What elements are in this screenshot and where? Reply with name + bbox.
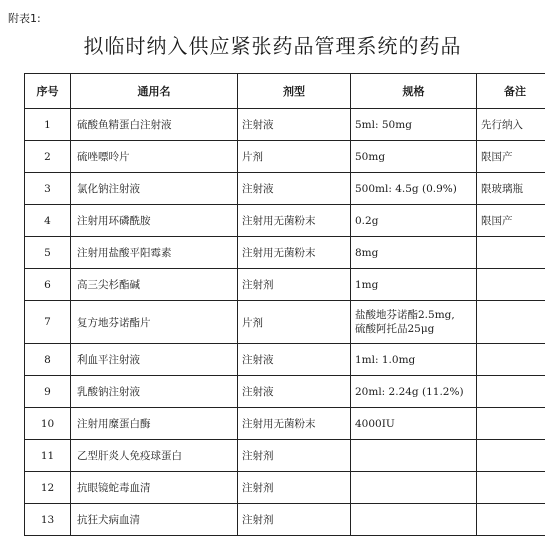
table-row [25,472,545,504]
cell-form: 注射剂 [238,440,351,472]
cell-no: 10 [25,408,71,440]
document-title: 拟临时纳入供应紧张药品管理系统的药品 [83,34,462,58]
cell-form: 注射剂 [238,504,351,536]
cell-name: 乳酸钠注射液 [71,376,238,408]
table-row [25,269,545,301]
cell-note [477,504,545,536]
cell-form: 片剂 [238,141,351,173]
cell-no: 2 [25,141,71,173]
cell-name: 抗眼镜蛇毒血清 [71,472,238,504]
cell-note: 先行纳入 [477,109,545,141]
cell-form: 注射液 [238,173,351,205]
cell-form: 注射用无菌粉末 [238,205,351,237]
spec-line: 1mg [355,278,379,291]
cell-note [477,440,545,472]
cell-name: 注射用糜蛋白酶 [71,408,238,440]
cell-form: 片剂 [238,301,351,344]
header-note: 备注 [477,74,545,109]
table-row [25,141,545,173]
cell-form: 注射剂 [238,472,351,504]
cell-spec [351,440,477,472]
cell-name: 硫唑嘌呤片 [71,141,238,173]
cell-note [477,408,545,440]
cell-no: 1 [25,109,71,141]
spec-line: 50mg [355,150,386,163]
cell-spec [351,408,477,440]
cell-name: 乙型肝炎人免疫球蛋白 [71,440,238,472]
table-row [25,205,545,237]
cell-form: 注射用无菌粉末 [238,408,351,440]
cell-no: 9 [25,376,71,408]
cell-spec [351,376,477,408]
spec-line: 0.2g [355,214,379,227]
cell-note [477,237,545,269]
spec-line: 500ml: 4.5g (0.9%) [355,182,457,195]
cell-no: 11 [25,440,71,472]
cell-no: 5 [25,237,71,269]
cell-name: 抗狂犬病血清 [71,504,238,536]
cell-spec [351,344,477,376]
drug-table [24,73,545,536]
cell-note [477,301,545,344]
spec-line: 5ml: 50mg [355,118,412,131]
cell-note [477,269,545,301]
table-row [25,504,545,536]
header-name: 通用名 [71,74,238,109]
cell-name: 氯化钠注射液 [71,173,238,205]
cell-spec [351,472,477,504]
cell-spec [351,109,477,141]
cell-form: 注射液 [238,109,351,141]
cell-no: 6 [25,269,71,301]
spec-line: 1ml: 1.0mg [355,353,416,366]
cell-spec [351,205,477,237]
table-row [25,237,545,269]
cell-name: 注射用环磷酰胺 [71,205,238,237]
table-row [25,376,545,408]
cell-no: 3 [25,173,71,205]
cell-no: 8 [25,344,71,376]
spec-line: 4000IU [355,417,395,430]
table-row [25,301,545,344]
cell-spec [351,141,477,173]
header-no: 序号 [25,74,71,109]
table-row [25,344,545,376]
table-row [25,109,545,141]
cell-note [477,472,545,504]
cell-spec [351,301,477,344]
cell-form: 注射剂 [238,269,351,301]
cell-name: 复方地芬诺酯片 [71,301,238,344]
header-form: 剂型 [238,74,351,109]
spec-line: 盐酸地芬诺酯2.5mg, [355,309,455,321]
spec-line: 20ml: 2.24g (11.2%) [355,385,464,398]
cell-note [477,376,545,408]
table-row [25,173,545,205]
cell-form: 注射液 [238,376,351,408]
cell-spec [351,173,477,205]
cell-note: 限玻璃瓶 [477,173,545,205]
cell-name: 高三尖杉酯碱 [71,269,238,301]
cell-note: 限国产 [477,141,545,173]
spec-line: 硫酸阿托品25μg [355,323,435,335]
cell-name: 利血平注射液 [71,344,238,376]
cell-name: 硫酸鱼精蛋白注射液 [71,109,238,141]
cell-note: 限国产 [477,205,545,237]
cell-form: 注射用无菌粉末 [238,237,351,269]
cell-form: 注射液 [238,344,351,376]
cell-note [477,344,545,376]
cell-no: 13 [25,504,71,536]
cell-spec [351,237,477,269]
table-row [25,408,545,440]
cell-spec [351,504,477,536]
cell-no: 7 [25,301,71,344]
attachment-label: 附表1: [8,12,41,25]
cell-no: 12 [25,472,71,504]
table-header-row [25,74,545,109]
table-row [25,440,545,472]
cell-name: 注射用盐酸平阳霉素 [71,237,238,269]
spec-line: 8mg [355,246,379,259]
header-spec: 规格 [351,74,477,109]
cell-spec [351,269,477,301]
table-body [25,109,545,536]
cell-no: 4 [25,205,71,237]
